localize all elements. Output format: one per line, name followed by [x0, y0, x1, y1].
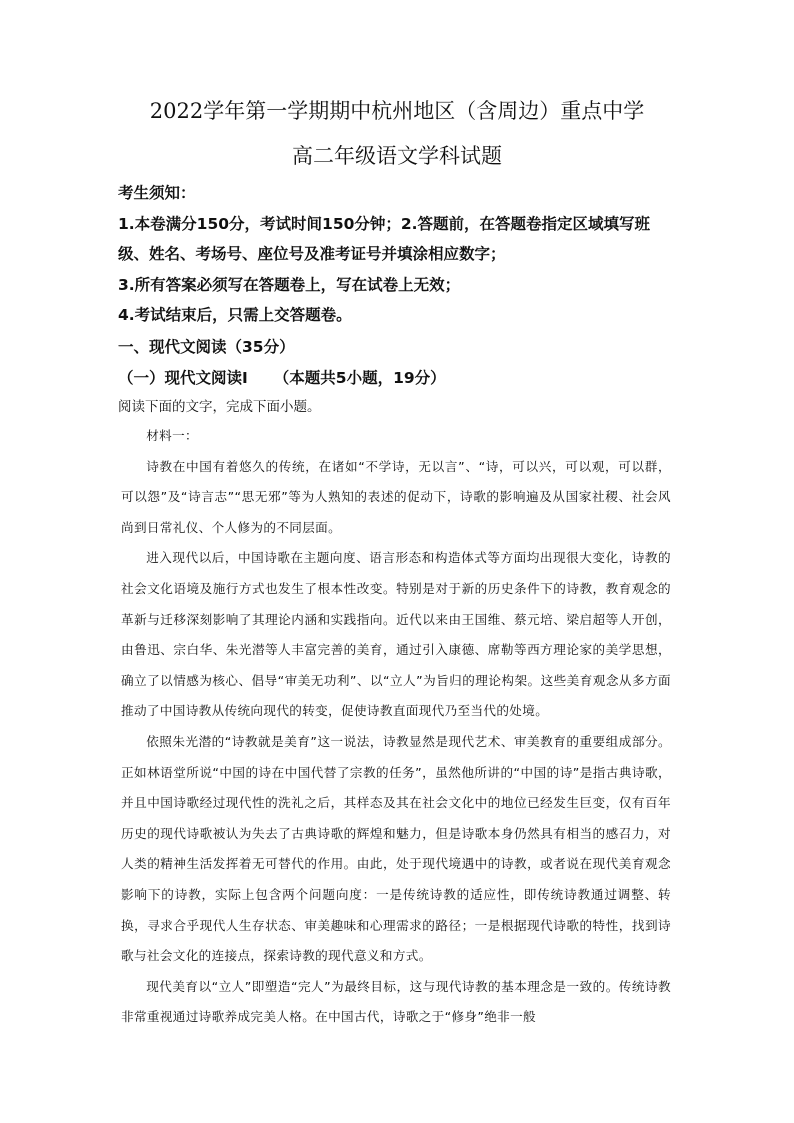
notice-item: 级、姓名、考场号、座位号及准考证号并填涂相应数字； [118, 245, 506, 263]
sub-section-heading [118, 366, 446, 390]
sub-section-title: （一）现代文阅读Ⅰ [118, 369, 248, 387]
passage-paragraph: 诗教在中国有着悠久的传统，在诸如“不学诗，无以言”、“诗，可以兴，可以观，可以群，可以怨”及“诗言志”“思无邪”等为人熟知的表述的促动下，诗歌的影响遍及从国家社稷、社会风尚到日常礼仪、个人修为的不同层面。 [121, 458, 671, 535]
notice-item: 3.所有答案必须写在答题卷上，写在试卷上无效； [118, 275, 461, 294]
passage-paragraph: 进入现代以后，中国诗歌在主题向度、语言形态和构造体式等方面均出现很大变化，诗教的社会文化语境及施行方式也发生了根本性改变。特别是对于新的历史条件下的诗教，教育观念的革新与迁移深刻影响了其理论内涵和实践指向。近代以来由王国维、蔡元培、梁启超等人开创，由鲁迅、宗白华、朱光潜等人丰富完善的美育，通过引入康德、席勒等西方理论家的美学思想，确立了以情感为核心、倡导“审美无功利”、以“立人”为旨归的理论构架。这些美育观念从多方面推动了中国诗教从传统向现代的转变，促使诗教直面现代乃至当代的处境。 [121, 550, 671, 719]
reading-passage [121, 421, 671, 1033]
notice-item: 4.考试结束后，只需上交答题卷。 [118, 306, 352, 324]
part-title: 一、现代文阅读（35分） [118, 338, 295, 356]
reading-instruction: 阅读下面的文字，完成下面小题。 [118, 399, 321, 415]
exam-subtitle: 高二年级语文学科试题 [292, 144, 502, 168]
notice-heading: 考生须知： [118, 184, 196, 202]
exam-title: 2022学年第一学期期中杭州地区（含周边）重点中学 [149, 99, 645, 123]
passage-paragraph: 依照朱光潜的“诗教就是美育”这一说法，诗教显然是现代艺术、审美教育的重要组成部分。正如林语堂所说“中国的诗在中国代替了宗教的任务”，虽然他所讲的“中国的诗”是指古典诗歌，并且中国诗歌经过现代性的洗礼之后，其样态及其在社会文化中的地位已经发生巨变，仅有百年历史的现代诗歌被认为失去了古典诗歌的辉煌和魅力，但是诗歌本身仍然具有相当的感召力，对人类的精神生活发挥着无可替代的作用。由此，处于现代境遇中的诗教，或者说在现代美育观念影响下的诗教，实际上包含两个问题向度：一是传统诗教的适应性，即传统诗教通过调整、转换，寻求合乎现代人生存状态、审美趣味和心理需求的路径；一是根据现代诗歌的特性，找到诗歌与社会文化的连接点，探索诗教的现代意义和方式。 [121, 733, 671, 964]
sub-section-note: （本题共5小题，19分） [273, 369, 446, 387]
material-label: 材料一： [146, 428, 198, 443]
passage-paragraph: 现代美育以“立人”即塑造“完人”为最终目标，这与现代诗教的基本理念是一致的。传统诗教非常重视通过诗歌养成完美人格。在中国古代，诗歌之于“修身”绝非一般 [121, 978, 671, 1025]
candidate-notice [118, 178, 678, 331]
notice-item: 1.本卷满分150分，考试时间150分钟；2.答题前，在答题卷指定区域填写班 [118, 214, 651, 233]
